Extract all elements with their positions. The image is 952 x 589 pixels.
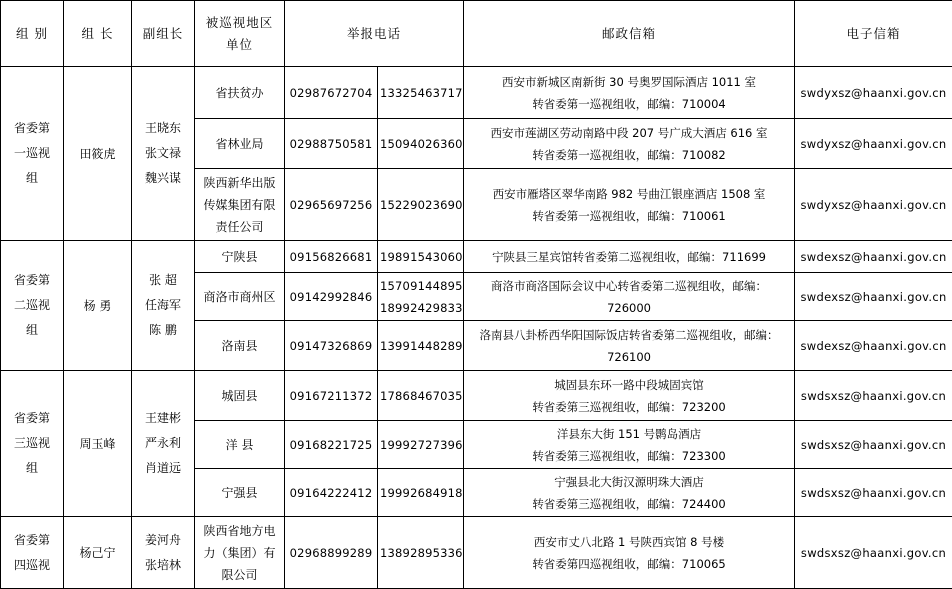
tel-cell: 02988750581: [285, 119, 378, 169]
postal-line: 转省委第三巡视组收，邮编：723300: [466, 445, 792, 467]
mobile-cell: 17868467035: [378, 371, 464, 421]
leader-cell: 杨 勇: [64, 241, 132, 371]
postal-cell: [464, 273, 795, 321]
deputy-cell: [132, 67, 195, 241]
table-body: [1, 67, 952, 589]
header-unit-line: 单位: [197, 34, 282, 56]
table-row: [1, 241, 952, 273]
leader-cell: 田筱虎: [64, 67, 132, 241]
mobile-cell: 15094026360: [378, 119, 464, 169]
group-name-cell: [1, 241, 64, 371]
mobile-cell: 19891543060: [378, 241, 464, 273]
unit-cell: 洛南县: [195, 321, 285, 371]
postal-cell: [464, 119, 795, 169]
postal-cell: [464, 67, 795, 119]
unit-line: 限公司: [197, 564, 282, 586]
deputy-name: 张 超: [134, 268, 192, 293]
group-name-line: 四巡视: [3, 553, 61, 578]
table-row: [1, 517, 952, 589]
email-cell: swdexsz@haanxi.gov.cn: [795, 321, 952, 371]
mobile-cell: 19992684918: [378, 469, 464, 517]
postal-line: 城固县东环一路中段城固宾馆: [466, 374, 792, 396]
mobile-cell: 13892895336: [378, 517, 464, 589]
postal-cell: [464, 371, 795, 421]
mobile-cell: 13325463717: [378, 67, 464, 119]
group-name-line: 二巡视: [3, 293, 61, 318]
tel-cell: 09168221725: [285, 421, 378, 469]
unit-cell: 宁强县: [195, 469, 285, 517]
table-row: [1, 67, 952, 119]
deputy-cell: [132, 517, 195, 589]
mobile-cell: 15229023690: [378, 169, 464, 241]
postal-line: 洛南县八卦桥西华阳国际饭店转省委第二巡视组收，邮编：: [466, 324, 792, 346]
deputy-name: 姜河舟: [134, 528, 192, 553]
deputy-cell: [132, 241, 195, 371]
unit-line: 力（集团）有: [197, 542, 282, 564]
tel-cell: 09147326869: [285, 321, 378, 371]
unit-line: 责任公司: [197, 216, 282, 238]
leader-cell: 杨己宁: [64, 517, 132, 589]
header-group: 组 别: [1, 1, 64, 67]
unit-line: 陕西新华出版: [197, 172, 282, 194]
unit-cell: [195, 169, 285, 241]
email-cell: swdyxsz@haanxi.gov.cn: [795, 67, 952, 119]
group-name-line: 省委第: [3, 116, 61, 141]
header-deputy: 副组长: [132, 1, 195, 67]
postal-line: 转省委第四巡视组收，邮编：710065: [466, 553, 792, 575]
deputy-name: 王晓东: [134, 116, 192, 141]
header-phone: 举报电话: [285, 1, 464, 67]
deputy-name: 肖道远: [134, 456, 192, 481]
postal-line: 西安市新城区南新街 30 号奥罗国际酒店 1011 室: [466, 71, 792, 93]
mobile-line: 18992429833: [380, 297, 461, 319]
deputy-name: 张文禄: [134, 141, 192, 166]
tel-cell: 09164222412: [285, 469, 378, 517]
email-cell: swdsxsz@haanxi.gov.cn: [795, 517, 952, 589]
postal-line: 转省委第三巡视组收，邮编：724400: [466, 493, 792, 515]
unit-cell: 商洛市商州区: [195, 273, 285, 321]
deputy-cell: [132, 371, 195, 517]
email-cell: swdexsz@haanxi.gov.cn: [795, 273, 952, 321]
postal-cell: [464, 469, 795, 517]
unit-cell: 宁陕县: [195, 241, 285, 273]
group-name-line: 组: [3, 166, 61, 191]
group-name-line: 省委第: [3, 528, 61, 553]
header-unit: [195, 1, 285, 67]
group-name-line: 省委第: [3, 406, 61, 431]
postal-line: 洋县东大街 151 号鹮岛酒店: [466, 423, 792, 445]
email-cell: swdyxsz@haanxi.gov.cn: [795, 169, 952, 241]
group-name-line: 组: [3, 456, 61, 481]
header-postal: 邮政信箱: [464, 1, 795, 67]
postal-line: 宁强县北大街汉源明珠大酒店: [466, 471, 792, 493]
tel-cell: 02987672704: [285, 67, 378, 119]
mobile-line: 15709144895: [380, 275, 461, 297]
tel-cell: 09156826681: [285, 241, 378, 273]
postal-line: 转省委第一巡视组收，邮编：710061: [466, 205, 792, 227]
postal-cell: [464, 421, 795, 469]
postal-line: 商洛市商洛国际会议中心转省委第二巡视组收，邮编：: [466, 275, 792, 297]
group-name-line: 三巡视: [3, 431, 61, 456]
leader-cell: 周玉峰: [64, 371, 132, 517]
postal-line: 转省委第一巡视组收，邮编：710004: [466, 93, 792, 115]
tel-cell: 02965697256: [285, 169, 378, 241]
deputy-name: 严永利: [134, 431, 192, 456]
header-row: [1, 1, 952, 67]
unit-cell: 城固县: [195, 371, 285, 421]
mobile-cell: [378, 273, 464, 321]
postal-cell: [464, 169, 795, 241]
deputy-name: 陈 鹏: [134, 318, 192, 343]
unit-line: 陕西省地方电: [197, 520, 282, 542]
deputy-name: 任海军: [134, 293, 192, 318]
mobile-cell: 13991448289: [378, 321, 464, 371]
postal-line: 726000: [466, 297, 792, 319]
unit-cell: [195, 517, 285, 589]
tel-cell: 09167211372: [285, 371, 378, 421]
group-name-line: 省委第: [3, 268, 61, 293]
tel-cell: 09142992846: [285, 273, 378, 321]
group-name-cell: [1, 67, 64, 241]
postal-cell: [464, 241, 795, 273]
group-name-line: 一巡视: [3, 141, 61, 166]
email-cell: swdyxsz@haanxi.gov.cn: [795, 119, 952, 169]
postal-cell: [464, 517, 795, 589]
table-row: [1, 371, 952, 421]
postal-line: 宁陕县三星宾馆转省委第二巡视组收，邮编：711699: [466, 246, 792, 268]
deputy-name: 王建彬: [134, 406, 192, 431]
header-email: 电子信箱: [795, 1, 952, 67]
postal-line: 西安市雁塔区翠华南路 982 号曲江银座酒店 1508 室: [466, 183, 792, 205]
unit-line: 传媒集团有限: [197, 194, 282, 216]
postal-line: 西安市莲湖区劳动南路中段 207 号广成大酒店 616 室: [466, 122, 792, 144]
email-cell: swdsxsz@haanxi.gov.cn: [795, 421, 952, 469]
mobile-cell: 19992727396: [378, 421, 464, 469]
deputy-name: 魏兴谋: [134, 166, 192, 191]
unit-cell: 洋 县: [195, 421, 285, 469]
unit-cell: 省扶贫办: [195, 67, 285, 119]
header-unit-line: 被巡视地区: [197, 12, 282, 34]
header-leader: 组 长: [64, 1, 132, 67]
deputy-name: 张培林: [134, 553, 192, 578]
group-name-cell: [1, 517, 64, 589]
group-name-line: 组: [3, 318, 61, 343]
postal-line: 转省委第三巡视组收，邮编：723200: [466, 396, 792, 418]
email-cell: swdexsz@haanxi.gov.cn: [795, 241, 952, 273]
postal-line: 西安市丈八北路 1 号陕西宾馆 8 号楼: [466, 531, 792, 553]
email-cell: swdsxsz@haanxi.gov.cn: [795, 371, 952, 421]
postal-line: 726100: [466, 346, 792, 368]
postal-cell: [464, 321, 795, 371]
group-name-cell: [1, 371, 64, 517]
unit-cell: 省林业局: [195, 119, 285, 169]
postal-line: 转省委第一巡视组收，邮编：710082: [466, 144, 792, 166]
tel-cell: 02968899289: [285, 517, 378, 589]
email-cell: swdsxsz@haanxi.gov.cn: [795, 469, 952, 517]
